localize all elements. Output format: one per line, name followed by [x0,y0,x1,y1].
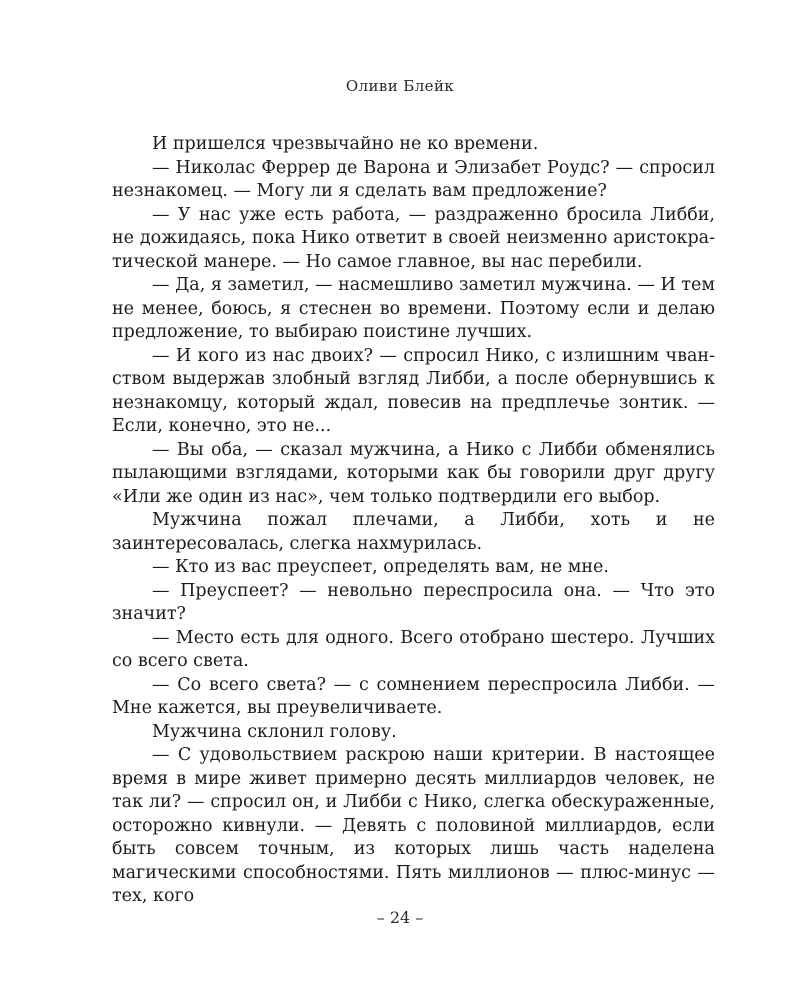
paragraph: — Николас Феррер де Варона и Элизабет Роудс? — спросил незнакомец. — Могу ли я сделать вам предложение? [112,157,715,201]
paragraph: — С удовольствием раскрою наши критерии. В настоящее время в мире живет примерно десять миллиардов человек, не так ли? — спросил он, и Либби с Нико, слегка обескураженные, осторожно кивнули. — Девять с половиной миллиардов, если быть совсем точным, из которых лишь часть наделена магическими способностями. Пять миллионов — плюс-минус — тех, кого [112,745,715,906]
paragraph: — Да, я заметил, — насмешливо заметил мужчина. — И тем не менее, боюсь, я стеснен во времени. Поэтому если и делаю предложение, то выбираю поистине лучших. [112,275,715,342]
body-text [112,133,715,909]
paragraph: — Со всего света? — с сомнением переспросила Либби. — Мне кажется, вы преувеличиваете. [112,674,715,718]
paragraph: И пришелся чрезвычайно не ко времени. [152,134,539,154]
paragraph: — И кого из нас двоих? — спросил Нико, с излишним чванством выдержав злобный взгляд Либби, а после обернувшись к незнакомцу, который ждал, повесив на предплечье зонтик. — Если, конечно, это не... [112,345,715,436]
paragraph: — Кто из вас преуспеет, определять вам, не мне. [152,557,609,577]
paragraph: Мужчина пожал плечами, а Либби, хоть и не заинтересовалась, слегка нахмурилась. [112,510,715,554]
running-head-author: Оливи Блейк [345,77,455,95]
paragraph: — Преуспеет? — невольно переспросила она. — Что это значит? [112,580,715,624]
paragraph: — У нас уже есть работа, — раздраженно бросила Либби, не дожидаясь, пока Нико ответит в своей неизменно аристократической манере. — Но самое главное, вы нас перебили. [112,204,715,272]
page-number: – 24 – [376,908,424,927]
paragraph: — Место есть для одного. Всего отобрано шестеро. Лучших со всего света. [112,627,715,671]
paragraph: — Вы оба, — сказал мужчина, а Нико с Либби обменялись пылающими взглядами, которыми как бы говорили друг другу «Или же один из нас», чем только подтвердили его выбор. [112,439,715,507]
paragraph: Мужчина склонил голову. [152,721,397,742]
